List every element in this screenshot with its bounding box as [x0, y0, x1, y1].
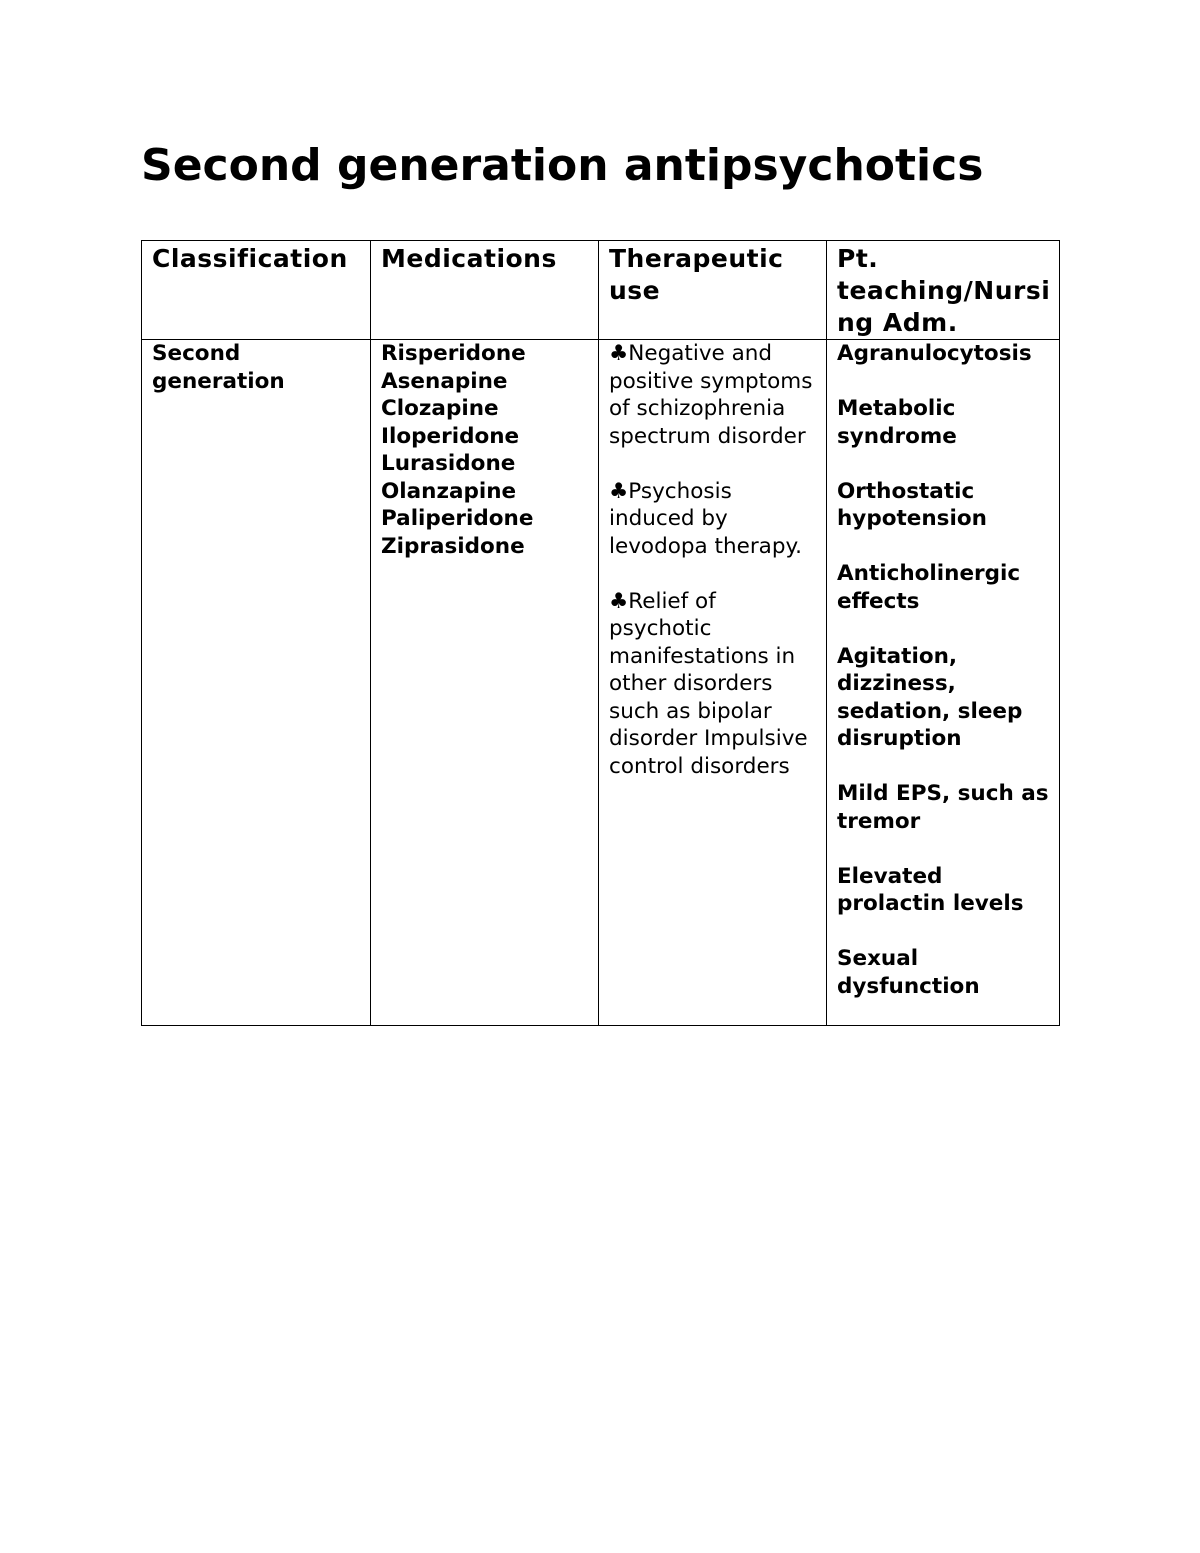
medication-item: Clozapine — [381, 396, 499, 421]
adverse-effect-item: Agranulocytosis — [837, 341, 1032, 366]
therapeutic-use-item — [609, 588, 818, 781]
therapeutic-use-text: Relief of psychotic manifestations in other disorders such as bipolar disorder Impulsive control disorders — [609, 588, 808, 779]
club-bullet-icon: ♣ — [609, 478, 629, 504]
therapeutic-use-text: Psychosis induced by levodopa therapy. — [609, 478, 802, 559]
medication-item: Olanzapine — [381, 478, 517, 504]
page-title: Second generation antipsychotics — [141, 140, 984, 191]
medication-item: Ziprasidone — [381, 533, 525, 559]
table-header-row — [142, 241, 1060, 340]
adverse-effect-item: Orthostatic hypotension — [837, 478, 987, 531]
adverse-effect-item: Anticholinergic effects — [837, 561, 1021, 614]
cell-classification — [142, 340, 371, 1026]
header-therapeutic-use: Therapeutic use — [599, 241, 827, 340]
header-pt-teaching: Pt. teaching/Nursing Adm. — [827, 241, 1060, 340]
adverse-effect-item: Metabolic syndrome — [837, 396, 957, 449]
header-medications: Medications — [371, 241, 599, 340]
antipsychotics-table — [141, 240, 1060, 1026]
cell-pt-teaching — [827, 340, 1060, 1026]
medication-item: Lurasidone — [381, 451, 516, 476]
club-bullet-icon: ♣ — [609, 341, 629, 366]
adverse-effect-item: Mild EPS, such as tremor — [837, 781, 1049, 834]
medication-item: Risperidone — [381, 341, 526, 366]
classification-value: Second generation — [152, 341, 285, 394]
therapeutic-use-text: Negative and positive symptoms of schizophrenia spectrum disorder — [609, 341, 813, 449]
adverse-effect-item: Sexual dysfunction — [837, 946, 980, 999]
club-bullet-icon: ♣ — [609, 588, 629, 614]
table-row — [142, 340, 1060, 1026]
header-classification: Classification — [142, 241, 371, 340]
adverse-effect-item: Agitation, dizziness, sedation, sleep disruption — [837, 643, 1023, 751]
medication-item: Asenapine — [381, 368, 508, 394]
medication-item: Paliperidone — [381, 506, 534, 531]
cell-medications — [371, 340, 599, 1026]
cell-therapeutic-use — [599, 340, 827, 1026]
therapeutic-use-item — [609, 340, 818, 450]
therapeutic-use-item — [609, 478, 818, 561]
adverse-effect-item: Elevated prolactin levels — [837, 863, 1024, 916]
medication-item: Iloperidone — [381, 423, 520, 449]
